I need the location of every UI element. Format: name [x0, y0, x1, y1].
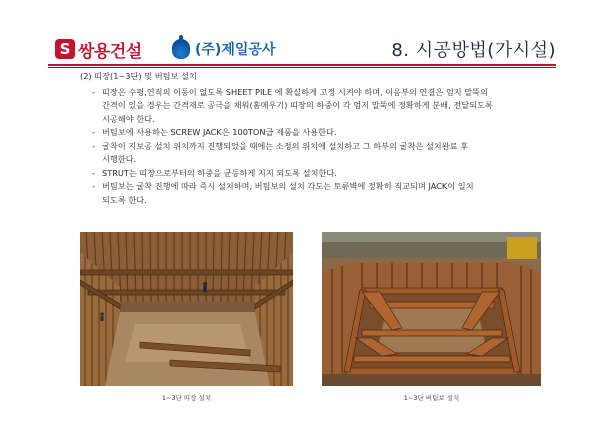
photo-caption: 1~3단 버팀보 설치	[403, 394, 460, 402]
bullet-item	[92, 140, 520, 167]
bullet-item	[92, 126, 520, 140]
section-title: 8. 시공방법(가시설)	[391, 40, 556, 61]
bullet-line: 시공해야 한다.	[102, 113, 155, 124]
bullet-line: - 버팀보는 굴착 진행에 따라 즉시 설치하며, 버팀보의 설치 각도는 토류벽에 정확히 직교되며 JACK이 일치	[102, 181, 474, 191]
bullet-list	[80, 86, 520, 208]
bullet-line: 되도록 한다.	[102, 194, 147, 205]
header-rule-navy	[48, 67, 556, 68]
photo-wale-installation	[80, 232, 293, 386]
bullet-line: - 굴착이 지보공 설치 위치까지 진행되었을 때에는 소정의 위치에 설치하고 그 하부의 굴착은 설치완료 후	[102, 140, 469, 151]
bullet-line: - STRUT는 띠장으로부터의 하중을 균등하게 지지 되도록 설치한다.	[102, 167, 337, 178]
excavation-photo-icon	[80, 232, 293, 386]
bullet-line: - 띠장은 수평,연직의 이동이 없도록 SHEET PILE 에 확실하게 고정 시켜야 하며, 이음부의 연결은 엄지 말뚝의	[102, 86, 488, 97]
bullet-item	[92, 167, 520, 181]
jeil-emblem-icon	[172, 39, 190, 59]
body-text	[80, 70, 520, 207]
bullet-line: - 버팀보에 사용하는 SCREW JACK은 100TON급 제품을 사용한다.	[102, 127, 337, 137]
bullet-line: 간격이 있을 경우는 간격재로 공극을 채워(홈메우기) 띠장의 하중이 각 엄지 말뚝에 정확하게 분배, 전달되도록	[102, 100, 493, 110]
header-rule-red	[48, 64, 556, 66]
page-header	[0, 0, 600, 68]
excavation-photo-icon	[322, 232, 541, 386]
ssangyong-logo	[55, 38, 142, 60]
subheading: (2) 띠장(1~3단) 및 버팀보 설치	[80, 71, 197, 81]
photo-strut-installation	[322, 232, 541, 386]
bullet-line: 시행한다.	[102, 154, 137, 164]
jeil-logo	[172, 38, 275, 60]
ssangyong-logo-text: 쌍용건설	[78, 41, 142, 62]
bullet-item	[92, 86, 520, 127]
jeil-logo-text: (주)제일공사	[195, 42, 276, 58]
ssangyong-logo-mark: S	[55, 39, 75, 59]
bullet-item	[92, 180, 520, 207]
photo-caption: 1~3단 띠장 설치	[161, 394, 212, 402]
